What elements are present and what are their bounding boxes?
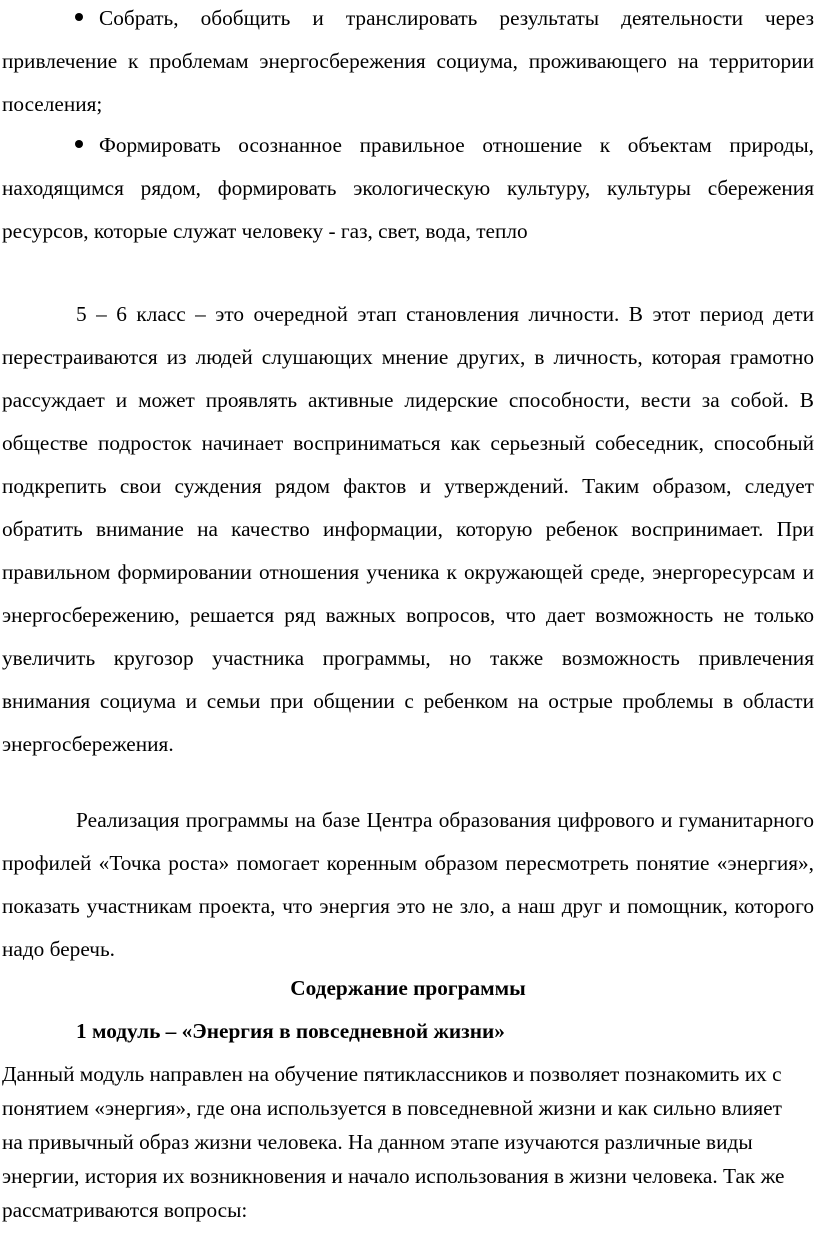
bullet-text-2: Формировать осознанное правильное отношение к объектам природы, находящимся рядом, формировать экологическую культуру, культуры сбережения ресурсов, которые служат человеку - газ, свет, вода, тепло [2, 133, 814, 243]
bullet-text-1: Собрать, обобщить и транслировать результаты деятельности через привлечение к проблемам энергосбережения социума, проживающего на территории поселения; [2, 6, 814, 116]
module-heading: 1 модуль – «Энергия в повседневной жизни» [76, 1019, 505, 1043]
bullet-dot-icon [75, 13, 83, 21]
bullet-item-2 [2, 124, 814, 253]
paragraph-program-implementation: Реализация программы на базе Центра образования цифрового и гуманитарного профилей «Точка роста» помогает коренным образом пересмотреть понятие «энергия», показать участникам проекта, что энергия это не зло, а наш друг и помощник, которого надо беречь. [2, 808, 814, 961]
paragraph-age-group: 5 – 6 класс – это очередной этап становления личности. В этот период дети перестраиваются из людей слушающих мнение других, в личность, которая грамотно рассуждает и может проявлять активные лидерские способности, вести за собой. В обществе подросток начинает восприниматься как серьезный собеседник, способный подкрепить свои суждения рядом фактов и утверждений. Таким образом, следует обратить внимание на качество информации, которую ребенок воспринимает. При правильном формировании отношения ученика к окружающей среде, энергоресурсам и энергосбережению, решается ряд важных вопросов, что дает возможность не только увеличить кругозор участника программы, но также возможность привлечения внимания социума и семьи при общении с ребенком на острые проблемы в области энергосбережения. [2, 302, 814, 756]
module-description: Данный модуль направлен на обучение пятиклассников и позволяет познакомить их с понятием «энергия», где она используется в повседневной жизни и как сильно влияет на привычный образ жизни человека. На данном этапе изучаются различные виды энергии, история их возникновения и начало использования в жизни человека. Так же рассматриваются вопросы: [2, 1062, 785, 1222]
section-heading: Содержание программы [290, 976, 526, 1000]
bullet-dot-icon [75, 140, 83, 148]
bullet-item-1 [2, 0, 814, 126]
